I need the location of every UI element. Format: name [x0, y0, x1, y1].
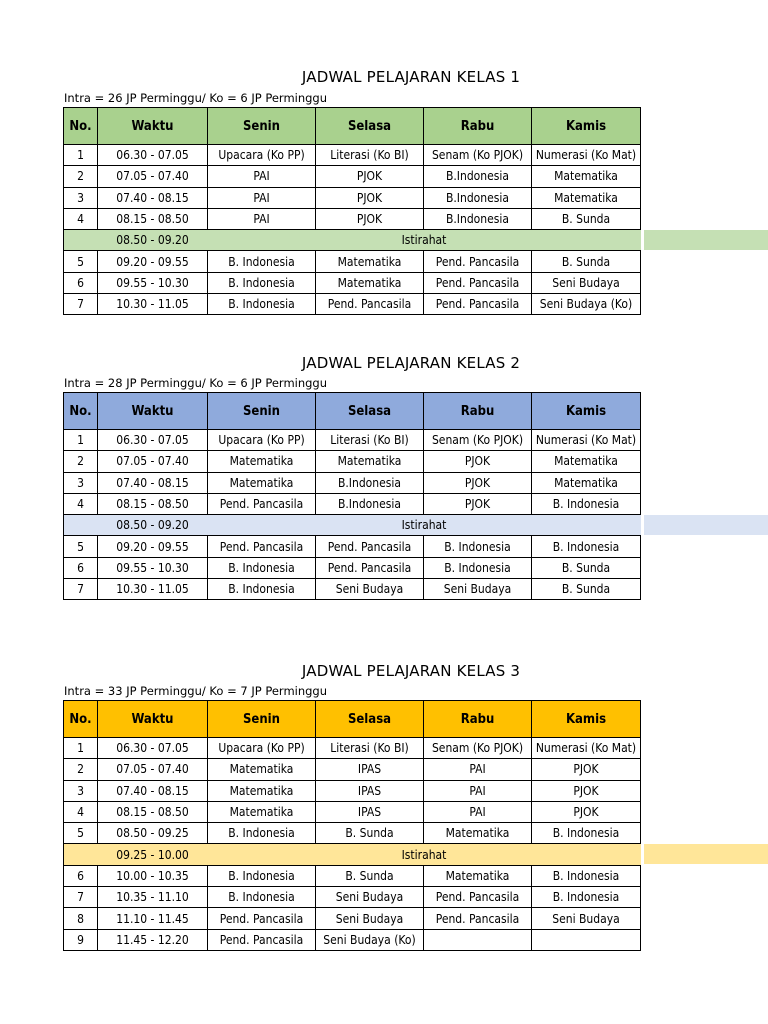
- table-row: [64, 865, 641, 886]
- column-header: Selasa: [316, 701, 424, 738]
- cell-rabu: PJOK: [424, 472, 532, 493]
- cell-waktu: 06.30 - 07.05: [98, 145, 208, 166]
- break-label: Istirahat: [208, 844, 641, 865]
- cell-rabu: Senam (Ko PJOK): [424, 145, 532, 166]
- cell-kamis: Seni Budaya: [532, 908, 641, 929]
- cell-kamis: [532, 929, 641, 950]
- schedule-table: [63, 107, 641, 315]
- cell-selasa: Matematika: [316, 451, 424, 472]
- cell-selasa: B.Indonesia: [316, 472, 424, 493]
- cell-waktu: 08.15 - 08.50: [98, 208, 208, 229]
- cell-no: 1: [64, 145, 98, 166]
- cell-selasa: Seni Budaya: [316, 887, 424, 908]
- cell-kamis: B. Sunda: [532, 557, 641, 578]
- cell-rabu: Pend. Pancasila: [424, 908, 532, 929]
- column-header: Kamis: [532, 701, 641, 738]
- cell-no: 4: [64, 801, 98, 822]
- cell-rabu: PAI: [424, 759, 532, 780]
- cell-senin: PAI: [208, 187, 316, 208]
- cell-no: 9: [64, 929, 98, 950]
- cell-no: 5: [64, 823, 98, 844]
- cell-selasa: Literasi (Ko BI): [316, 145, 424, 166]
- cell-waktu: 08.50 - 09.25: [98, 823, 208, 844]
- cell-kamis: B. Indonesia: [532, 536, 641, 557]
- cell-selasa: B. Sunda: [316, 865, 424, 886]
- cell-rabu: PAI: [424, 780, 532, 801]
- break-time: 09.25 - 10.00: [98, 844, 208, 865]
- cell-selasa: PJOK: [316, 166, 424, 187]
- table-row: [64, 187, 641, 208]
- table-row: [64, 579, 641, 600]
- table-row: [64, 272, 641, 293]
- cell-selasa: Matematika: [316, 272, 424, 293]
- cell-senin: Pend. Pancasila: [208, 536, 316, 557]
- cell-kamis: Matematika: [532, 472, 641, 493]
- cell-kamis: B. Sunda: [532, 251, 641, 272]
- column-header: Rabu: [424, 701, 532, 738]
- cell-senin: Pend. Pancasila: [208, 908, 316, 929]
- column-header: No.: [64, 701, 98, 738]
- column-header: No.: [64, 393, 98, 430]
- column-header: Rabu: [424, 108, 532, 145]
- break-row: [64, 515, 641, 536]
- cell-kamis: PJOK: [532, 801, 641, 822]
- cell-waktu: 08.15 - 08.50: [98, 801, 208, 822]
- cell-kamis: Numerasi (Ko Mat): [532, 145, 641, 166]
- cell-selasa: IPAS: [316, 801, 424, 822]
- table-row: [64, 294, 641, 315]
- cell-selasa: Literasi (Ko BI): [316, 430, 424, 451]
- cell-rabu: Pend. Pancasila: [424, 887, 532, 908]
- cell-waktu: 07.05 - 07.40: [98, 451, 208, 472]
- cell-senin: B. Indonesia: [208, 865, 316, 886]
- cell-rabu: Senam (Ko PJOK): [424, 430, 532, 451]
- break-label: Istirahat: [208, 515, 641, 536]
- cell-senin: Matematika: [208, 780, 316, 801]
- cell-selasa: PJOK: [316, 208, 424, 229]
- cell-no: 1: [64, 430, 98, 451]
- cell-waktu: 07.05 - 07.40: [98, 166, 208, 187]
- break-row-extension: [644, 844, 768, 864]
- cell-no: 6: [64, 557, 98, 578]
- cell-kamis: PJOK: [532, 780, 641, 801]
- cell-selasa: Seni Budaya (Ko): [316, 929, 424, 950]
- cell-waktu: 09.20 - 09.55: [98, 251, 208, 272]
- cell-selasa: Pend. Pancasila: [316, 536, 424, 557]
- cell-rabu: B. Indonesia: [424, 557, 532, 578]
- cell-no: 2: [64, 451, 98, 472]
- cell-kamis: Matematika: [532, 187, 641, 208]
- break-row-extension: [644, 515, 768, 535]
- cell-selasa: Pend. Pancasila: [316, 294, 424, 315]
- cell-waktu: 09.20 - 09.55: [98, 536, 208, 557]
- cell-senin: Matematika: [208, 801, 316, 822]
- schedule-title: JADWAL PELAJARAN KELAS 2: [301, 354, 521, 372]
- cell-rabu: Seni Budaya: [424, 579, 532, 600]
- cell-rabu: PJOK: [424, 493, 532, 514]
- cell-selasa: IPAS: [316, 759, 424, 780]
- break-time: 08.50 - 09.20: [98, 515, 208, 536]
- cell-selasa: PJOK: [316, 187, 424, 208]
- cell-waktu: 09.55 - 10.30: [98, 557, 208, 578]
- cell-kamis: Numerasi (Ko Mat): [532, 738, 641, 759]
- column-header: Selasa: [316, 108, 424, 145]
- cell-no: 5: [64, 536, 98, 557]
- cell-selasa: Seni Budaya: [316, 908, 424, 929]
- column-header: No.: [64, 108, 98, 145]
- cell-senin: B. Indonesia: [208, 272, 316, 293]
- table-row: [64, 493, 641, 514]
- break-empty-cell: [64, 515, 98, 536]
- cell-rabu: PAI: [424, 801, 532, 822]
- cell-no: 7: [64, 579, 98, 600]
- schedule-subtitle: Intra = 33 JP Perminggu/ Ko = 7 JP Perminggu: [64, 684, 328, 698]
- cell-kamis: Matematika: [532, 451, 641, 472]
- cell-no: 4: [64, 493, 98, 514]
- break-time: 08.50 - 09.20: [98, 230, 208, 251]
- table-row: [64, 208, 641, 229]
- cell-rabu: Pend. Pancasila: [424, 272, 532, 293]
- cell-rabu: B. Indonesia: [424, 536, 532, 557]
- table-row: [64, 472, 641, 493]
- column-header: Kamis: [532, 108, 641, 145]
- schedule-title: JADWAL PELAJARAN KELAS 1: [301, 68, 521, 86]
- cell-kamis: Seni Budaya (Ko): [532, 294, 641, 315]
- column-header: Waktu: [98, 108, 208, 145]
- cell-senin: B. Indonesia: [208, 887, 316, 908]
- cell-waktu: 06.30 - 07.05: [98, 430, 208, 451]
- cell-rabu: B.Indonesia: [424, 166, 532, 187]
- cell-waktu: 10.35 - 11.10: [98, 887, 208, 908]
- break-row: [64, 844, 641, 865]
- table-row: [64, 738, 641, 759]
- cell-selasa: Seni Budaya: [316, 579, 424, 600]
- cell-rabu: B.Indonesia: [424, 187, 532, 208]
- cell-no: 7: [64, 887, 98, 908]
- column-header: Senin: [208, 701, 316, 738]
- cell-waktu: 07.40 - 08.15: [98, 780, 208, 801]
- column-header: Kamis: [532, 393, 641, 430]
- cell-selasa: B.Indonesia: [316, 493, 424, 514]
- cell-rabu: Pend. Pancasila: [424, 294, 532, 315]
- cell-no: 5: [64, 251, 98, 272]
- column-header: Senin: [208, 393, 316, 430]
- table-row: [64, 759, 641, 780]
- cell-rabu: Pend. Pancasila: [424, 251, 532, 272]
- cell-selasa: Pend. Pancasila: [316, 557, 424, 578]
- column-header: Rabu: [424, 393, 532, 430]
- cell-rabu: Senam (Ko PJOK): [424, 738, 532, 759]
- break-empty-cell: [64, 844, 98, 865]
- cell-waktu: 07.40 - 08.15: [98, 472, 208, 493]
- table-row: [64, 908, 641, 929]
- table-row: [64, 887, 641, 908]
- cell-kamis: Numerasi (Ko Mat): [532, 430, 641, 451]
- cell-senin: B. Indonesia: [208, 557, 316, 578]
- cell-no: 3: [64, 780, 98, 801]
- cell-rabu: Matematika: [424, 823, 532, 844]
- table-row: [64, 251, 641, 272]
- break-row: [64, 230, 641, 251]
- cell-senin: B. Indonesia: [208, 823, 316, 844]
- cell-no: 7: [64, 294, 98, 315]
- schedule-title: JADWAL PELAJARAN KELAS 3: [301, 662, 521, 680]
- cell-no: 6: [64, 272, 98, 293]
- cell-senin: B. Indonesia: [208, 251, 316, 272]
- table-row: [64, 430, 641, 451]
- schedule-table: [63, 392, 641, 600]
- table-row: [64, 166, 641, 187]
- table-row: [64, 801, 641, 822]
- column-header: Waktu: [98, 701, 208, 738]
- cell-rabu: PJOK: [424, 451, 532, 472]
- break-empty-cell: [64, 230, 98, 251]
- cell-senin: PAI: [208, 166, 316, 187]
- cell-no: 1: [64, 738, 98, 759]
- cell-no: 2: [64, 166, 98, 187]
- cell-kamis: Seni Budaya: [532, 272, 641, 293]
- cell-rabu: Matematika: [424, 865, 532, 886]
- header-row: [64, 393, 641, 430]
- cell-waktu: 06.30 - 07.05: [98, 738, 208, 759]
- table-row: [64, 823, 641, 844]
- cell-waktu: 10.30 - 11.05: [98, 294, 208, 315]
- cell-selasa: B. Sunda: [316, 823, 424, 844]
- cell-selasa: Literasi (Ko BI): [316, 738, 424, 759]
- cell-kamis: B. Indonesia: [532, 493, 641, 514]
- cell-kamis: B. Indonesia: [532, 887, 641, 908]
- cell-no: 3: [64, 187, 98, 208]
- cell-kamis: B. Indonesia: [532, 865, 641, 886]
- table-row: [64, 780, 641, 801]
- break-row-extension: [644, 230, 768, 250]
- cell-kamis: B. Sunda: [532, 208, 641, 229]
- table-row: [64, 451, 641, 472]
- break-label: Istirahat: [208, 230, 641, 251]
- table-row: [64, 536, 641, 557]
- table-row: [64, 145, 641, 166]
- cell-selasa: Matematika: [316, 251, 424, 272]
- cell-waktu: 10.00 - 10.35: [98, 865, 208, 886]
- cell-senin: Upacara (Ko PP): [208, 738, 316, 759]
- table-row: [64, 557, 641, 578]
- cell-senin: B. Indonesia: [208, 579, 316, 600]
- cell-waktu: 10.30 - 11.05: [98, 579, 208, 600]
- cell-senin: B. Indonesia: [208, 294, 316, 315]
- cell-no: 3: [64, 472, 98, 493]
- cell-waktu: 09.55 - 10.30: [98, 272, 208, 293]
- schedule-subtitle: Intra = 28 JP Perminggu/ Ko = 6 JP Perminggu: [64, 376, 328, 390]
- cell-waktu: 08.15 - 08.50: [98, 493, 208, 514]
- cell-senin: Pend. Pancasila: [208, 929, 316, 950]
- cell-waktu: 07.05 - 07.40: [98, 759, 208, 780]
- cell-senin: Pend. Pancasila: [208, 493, 316, 514]
- cell-no: 2: [64, 759, 98, 780]
- cell-no: 8: [64, 908, 98, 929]
- cell-senin: Upacara (Ko PP): [208, 430, 316, 451]
- cell-kamis: PJOK: [532, 759, 641, 780]
- table-row: [64, 929, 641, 950]
- cell-kamis: Matematika: [532, 166, 641, 187]
- cell-senin: Upacara (Ko PP): [208, 145, 316, 166]
- schedule-subtitle: Intra = 26 JP Perminggu/ Ko = 6 JP Perminggu: [64, 91, 328, 105]
- schedule-table: [63, 700, 641, 951]
- header-row: [64, 701, 641, 738]
- column-header: Waktu: [98, 393, 208, 430]
- column-header: Senin: [208, 108, 316, 145]
- cell-kamis: B. Indonesia: [532, 823, 641, 844]
- cell-senin: Matematika: [208, 451, 316, 472]
- cell-waktu: 07.40 - 08.15: [98, 187, 208, 208]
- cell-senin: Matematika: [208, 472, 316, 493]
- cell-rabu: B.Indonesia: [424, 208, 532, 229]
- cell-selasa: IPAS: [316, 780, 424, 801]
- header-row: [64, 108, 641, 145]
- cell-senin: Matematika: [208, 759, 316, 780]
- cell-no: 6: [64, 865, 98, 886]
- cell-senin: PAI: [208, 208, 316, 229]
- cell-waktu: 11.45 - 12.20: [98, 929, 208, 950]
- cell-no: 4: [64, 208, 98, 229]
- cell-rabu: [424, 929, 532, 950]
- cell-waktu: 11.10 - 11.45: [98, 908, 208, 929]
- cell-kamis: B. Sunda: [532, 579, 641, 600]
- column-header: Selasa: [316, 393, 424, 430]
